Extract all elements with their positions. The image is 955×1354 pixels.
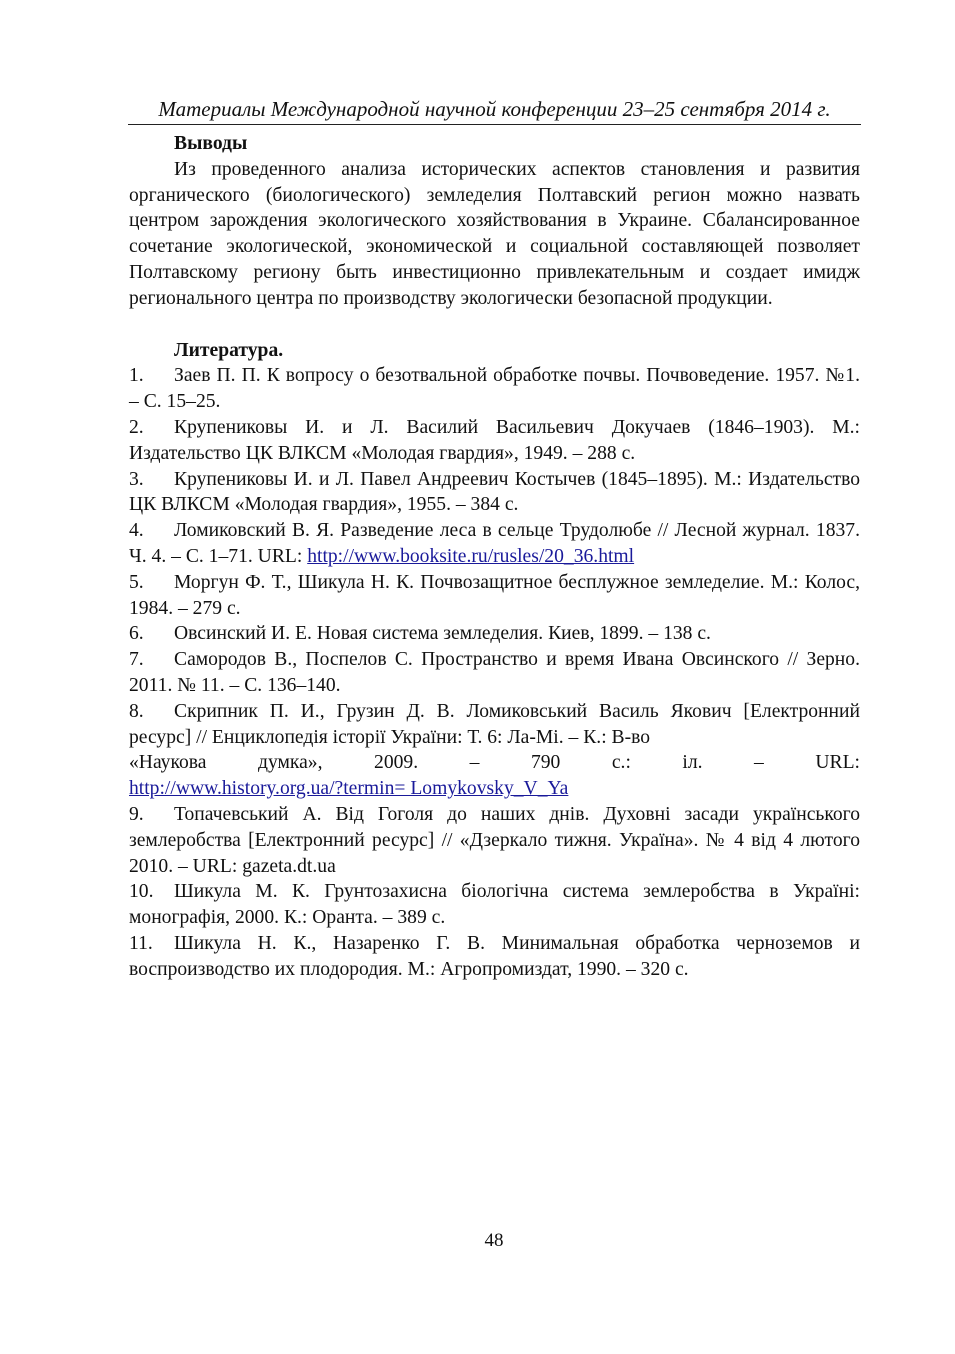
reference-text: Заев П. П. К вопросу о безотвальной обработке почвы. Почвоведение. 1957. №1. – С. 15–25. [129, 365, 860, 413]
reference-item-1 [129, 363, 860, 415]
reference-item-2 [129, 415, 860, 467]
reference-text: Моргун Ф. Т., Шикула Н. К. Почвозащитное бесплужное земледелие. М.: Колос, 1984. – 279 с. [129, 571, 860, 619]
conclusions-heading: Выводы [174, 133, 248, 154]
reference-list [129, 363, 860, 982]
reference-item-11 [129, 931, 860, 983]
literature-heading: Литература. [174, 339, 284, 361]
running-header: Материалы Международной научной конференции 23–25 сентября 2014 г. [128, 97, 861, 125]
reference-item-6 [129, 621, 860, 647]
reference-item-10 [129, 879, 860, 931]
reference-text: Шикула М. К. Грунтозахисна біологічна система землеробства в Україні: монографія, 2000. К.: Оранта. – 389 с. [129, 881, 860, 929]
reference-text: Ломиковский В. Я. Разведение леса в сельце Трудолюбе // Лесной журнал. 1837. Ч. 4. – С. 1–71. URL: [129, 520, 860, 567]
reference-item-9 [129, 802, 860, 879]
reference-number: 10. [129, 881, 154, 903]
reference-text: Топачевський А. Від Гоголя до наших днів. Духовні засади українського землеробства [Електронний ресурс] // «Дзеркало тижня. Україна». № 4 від 4 лютого 2010. – URL: gazeta.dt.ua [129, 803, 860, 877]
reference-number: 1. [129, 365, 144, 387]
reference-text: Шикула Н. К., Назаренко Г. В. Минимальная обработка черноземов и воспроизводство их плодородия. М.: Агропромиздат, 1990. – 320 с. [129, 932, 860, 980]
reference-text: Самородов В., Поспелов С. Пространство и время Ивана Овсинского // Зерно. 2011. № 11. – С. 136–140. [129, 649, 860, 696]
reference-text-spread: «Наукова думка», 2009. – 790 с.: іл. – URL: [129, 752, 860, 774]
reference-text: Крупениковы И. и Л. Василий Васильевич Докучаев (1846–1903). М.: Издательство ЦК ВЛКСМ «Молодая гвардия», 1949. – 288 с. [129, 416, 860, 464]
reference-item-4 [129, 518, 860, 570]
reference-text: Овсинский И. Е. Новая система земледелия. Киев, 1899. – 138 с. [174, 623, 711, 645]
reference-item-5 [129, 570, 860, 622]
reference-text: Скрипник П. И., Грузин Д. В. Ломиковський Василь Якович [Електронний ресурс] // Енциклопедія історії України: Т. 6: Ла-Мі. – К.: В-во [129, 700, 860, 748]
conclusions-paragraph: Из проведенного анализа исторических аспектов становления и развития органического (биологического) земледелия Полтавский регион можно назвать центром зарождения экологического хозяйствования в Украине. Сбалансированное сочетание экологической, экономической и социальной составляющей позволяет Полтавскому региону быть инвестиционно привлекательным и создает имидж регионального центра по производству экологически безопасной продукции. [129, 158, 860, 309]
reference-number: 4. [129, 520, 144, 542]
reference-item-8 [129, 699, 860, 802]
reference-number: 2. [129, 416, 144, 438]
reference-item-7 [129, 647, 860, 699]
main-content [129, 131, 860, 983]
reference-link[interactable]: http://www.booksite.ru/rusles/20_36.html [307, 545, 635, 567]
reference-link[interactable]: http://www.history.org.ua/?termin= Lomykovsky_V_Ya [129, 778, 569, 800]
reference-number: 3. [129, 468, 144, 490]
reference-item-3 [129, 467, 860, 519]
page-number: 48 [484, 1230, 504, 1251]
reference-text: Крупениковы И. и Л. Павел Андреевич Костычев (1845–1895). М.: Издательство ЦК ВЛКСМ «Молодая гвардия», 1955. – 384 с. [129, 468, 860, 516]
reference-number: 11. [129, 932, 153, 954]
reference-number: 5. [129, 571, 144, 593]
reference-number: 7. [129, 649, 144, 671]
reference-number: 8. [129, 700, 144, 722]
reference-number: 6. [129, 623, 144, 645]
reference-number: 9. [129, 803, 144, 825]
